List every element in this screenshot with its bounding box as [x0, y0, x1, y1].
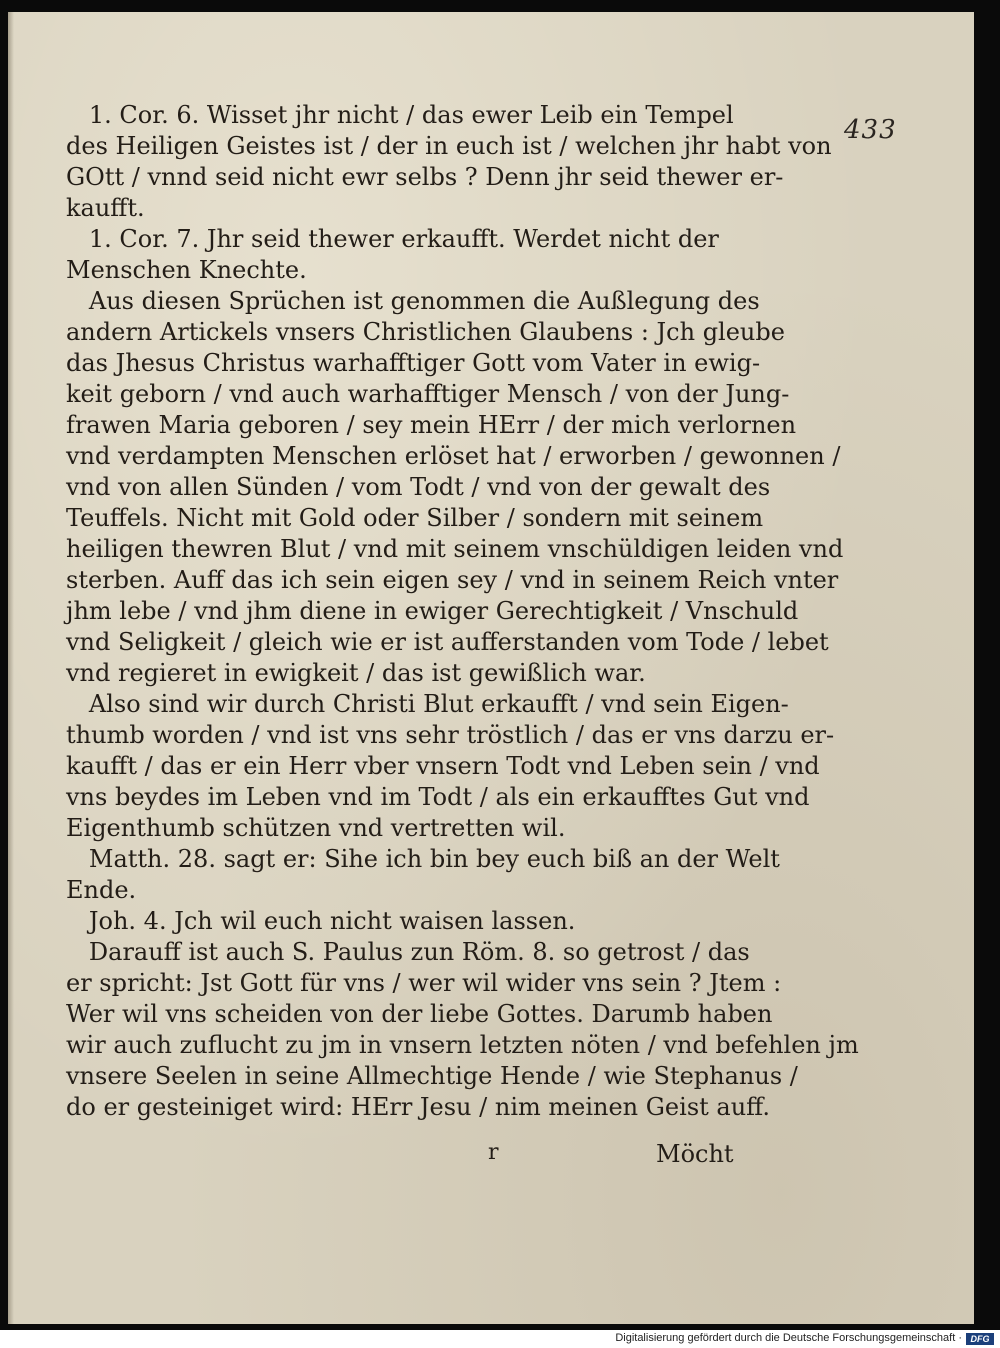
credit-bar — [0, 1330, 1000, 1348]
page-binding-edge — [8, 12, 14, 1324]
text-line: heiligen thewren Blut / vnd mit seinem vnschüldigen leiden vnd — [66, 535, 844, 563]
text-line: er spricht: Jst Gott für vns / wer wil wider vns sein ? Jtem : — [66, 969, 782, 997]
text-line: 1. Cor. 6. Wisset jhr nicht / das ewer Leib ein Tempel — [66, 101, 734, 129]
text-line: 1. Cor. 7. Jhr seid thewer erkaufft. Werdet nicht der — [66, 225, 719, 253]
text-line: wir auch zuflucht zu jm in vnsern letzten nöten / vnd befehlen jm — [66, 1031, 859, 1059]
text-line: sterben. Auff das ich sein eigen sey / vnd in seinem Reich vnter — [66, 566, 839, 594]
text-line: andern Artickels vnsers Christlichen Glaubens : Jch gleube — [66, 318, 785, 346]
text-line: vnd Seligkeit / gleich wie er ist aufferstanden vom Tode / lebet — [66, 628, 829, 656]
text-line: thumb worden / vnd ist vns sehr tröstlich / das er vns darzu er- — [66, 721, 835, 749]
text-line: do er gesteiniget wird: HErr Jesu / nim meinen Geist auff. — [66, 1093, 770, 1121]
text-line: Wer wil vns scheiden von der liebe Gottes. Darumb haben — [66, 1000, 773, 1028]
text-line: Joh. 4. Jch wil euch nicht waisen lassen. — [66, 907, 576, 935]
funding-credit: Digitalisierung gefördert durch die Deutsche Forschungsgemeinschaft · — [615, 1332, 962, 1344]
text-line: kaufft / das er ein Herr vber vnsern Todt vnd Leben sein / vnd — [66, 752, 820, 780]
text-line: Aus diesen Sprüchen ist genommen die Außlegung des — [66, 287, 760, 315]
page-text-block — [66, 100, 859, 1123]
text-line: vnd von allen Sünden / vom Todt / vnd von der gewalt des — [66, 473, 771, 501]
text-line: Also sind wir durch Christi Blut erkaufft / vnd sein Eigen- — [66, 690, 789, 718]
text-line: frawen Maria geboren / sey mein HErr / der mich verlornen — [66, 411, 797, 439]
text-line: Eigenthumb schützen vnd vertretten wil. — [66, 814, 566, 842]
text-line: vnd regieret in ewigkeit / das ist gewißlich war. — [66, 659, 646, 687]
text-line: vnsere Seelen in seine Allmechtige Hende / wie Stephanus / — [66, 1062, 798, 1090]
text-line: kaufft. — [66, 194, 145, 222]
signature-mark: r — [488, 1140, 499, 1165]
dfg-logo-icon: DFG — [966, 1333, 994, 1345]
text-line: GOtt / vnnd seid nicht ewr selbs ? Denn jhr seid thewer er- — [66, 163, 784, 191]
text-line: Teuffels. Nicht mit Gold oder Silber / sondern mit seinem — [66, 504, 764, 532]
page-number: 433 — [844, 115, 897, 145]
catchword: Möcht — [656, 1140, 734, 1168]
text-line: jhm lebe / vnd jhm diene in ewiger Gerechtigkeit / Vnschuld — [66, 597, 799, 625]
text-line: Matth. 28. sagt er: Sihe ich bin bey euch biß an der Welt — [66, 845, 780, 873]
text-line: vns beydes im Leben vnd im Todt / als ein erkaufftes Gut vnd — [66, 783, 810, 811]
text-line: Menschen Knechte. — [66, 256, 307, 284]
scanned-book-page — [8, 12, 974, 1324]
text-line: keit geborn / vnd auch warhafftiger Mensch / von der Jung- — [66, 380, 790, 408]
text-line: Darauff ist auch S. Paulus zun Röm. 8. so getrost / das — [66, 938, 750, 966]
text-line: das Jhesus Christus warhafftiger Gott vom Vater in ewig- — [66, 349, 761, 377]
text-line: Ende. — [66, 876, 137, 904]
text-line: vnd verdampten Menschen erlöset hat / erworben / gewonnen / — [66, 442, 841, 470]
text-line: des Heiligen Geistes ist / der in euch ist / welchen jhr habt von — [66, 132, 832, 160]
